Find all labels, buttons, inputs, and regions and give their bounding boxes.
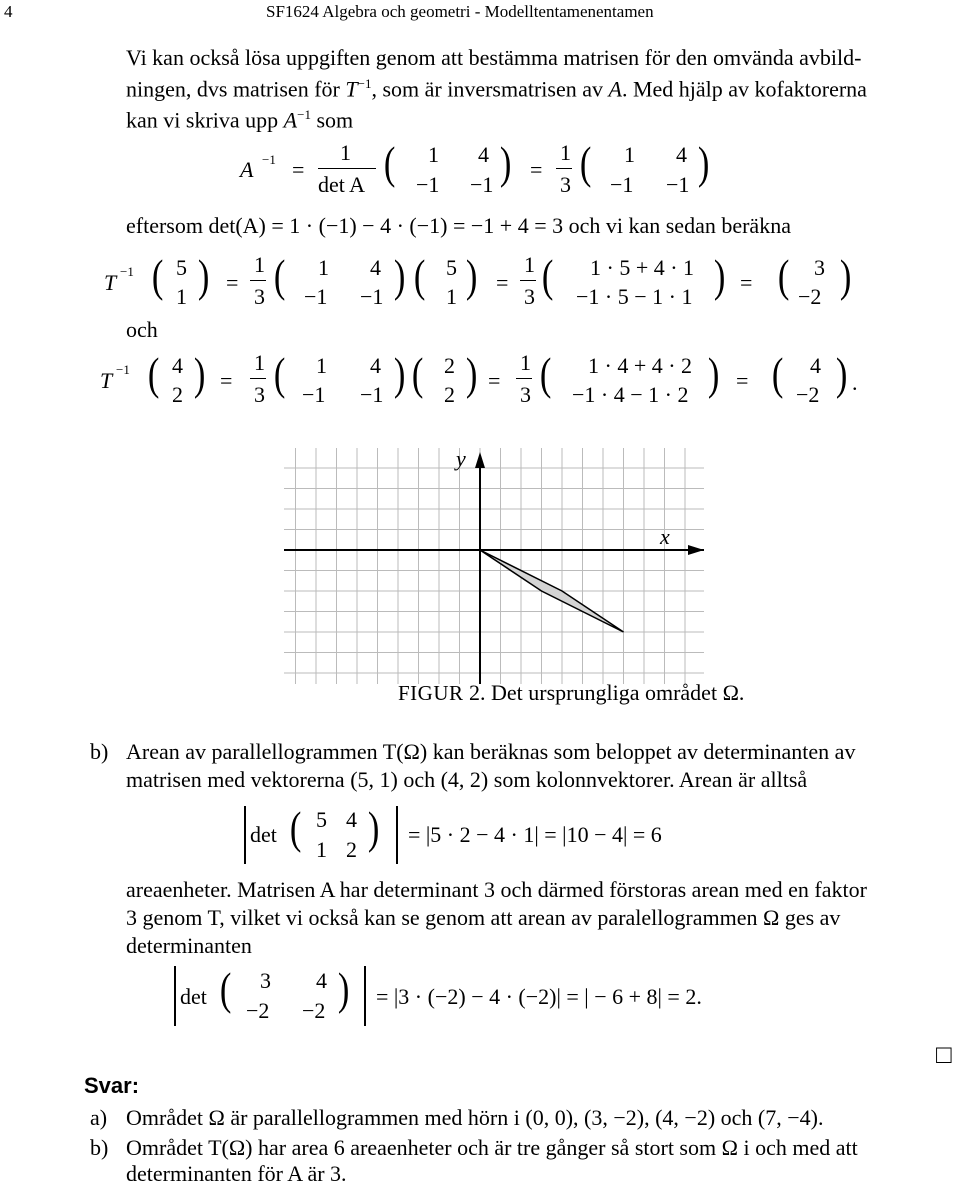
intro-line-1: Vi kan också lösa uppgiften genom att bestämma matrisen för den omvända avbild-	[126, 45, 862, 70]
running-title: SF1624 Algebra och geometri - Modelltentamenentamen	[266, 2, 654, 21]
x-axis-arrow-icon	[688, 545, 704, 555]
intro-line-3: kan vi skriva upp $A^{-1}$ som	[126, 107, 354, 133]
det-a: det A	[318, 172, 366, 197]
part-b-line-2: matrisen med vektorerna (5, 1) och (4, 2) som kolonnvektorer. Arean är alltså	[126, 767, 808, 792]
answer-a-label: a)	[90, 1105, 108, 1130]
figure-omega	[284, 444, 704, 686]
figure-axes	[284, 452, 704, 684]
answer-b-line-2: determinanten för A är 3.	[126, 1161, 347, 1186]
answer-b-line-1: Området T(Ω) har area 6 areaenheter och är tre gånger så stort som Ω i och med att	[126, 1135, 858, 1160]
figure-caption: FIGUR 2. Det ursprungliga området Ω.	[398, 680, 745, 705]
figure-grid	[284, 448, 704, 684]
answer-a-text: Området Ω är parallellogrammen med hörn i (0, 0), (3, −2), (4, −2) och (7, −4).	[126, 1105, 824, 1130]
det-line: eftersom det(A) = 1 · (−1) − 4 · (−1) = −1 + 4 = 3 och vi kan sedan beräkna	[126, 213, 791, 238]
y-axis-label: y	[456, 446, 466, 471]
x-axis-label: x	[660, 524, 670, 549]
part-b-line-1: Arean av parallellogrammen T(Ω) kan beräknas som beloppet av determinanten av	[126, 739, 856, 764]
answer-heading: Svar:	[84, 1073, 140, 1098]
qed-symbol: □	[936, 1040, 952, 1069]
part-b-label: b)	[90, 739, 109, 764]
intro-line-2: ningen, dvs matrisen för $T^{-1}$, som är inversmatrisen av A. Med hjälp av kofaktorerna	[126, 76, 867, 102]
page-number: 4	[4, 2, 13, 21]
part-b-line-4: 3 genom T, vilket vi också kan se genom att arean av paralellogrammen Ω ges av	[126, 905, 841, 930]
part-b-line-5: determinanten	[126, 933, 252, 958]
part-b-line-3: areaenheter. Matrisen A har determinant 3 och därmed förstoras arean med en faktor	[126, 877, 867, 902]
och-label: och	[126, 317, 158, 342]
answer-b-label: b)	[90, 1135, 109, 1160]
y-axis-arrow-icon	[475, 452, 485, 468]
